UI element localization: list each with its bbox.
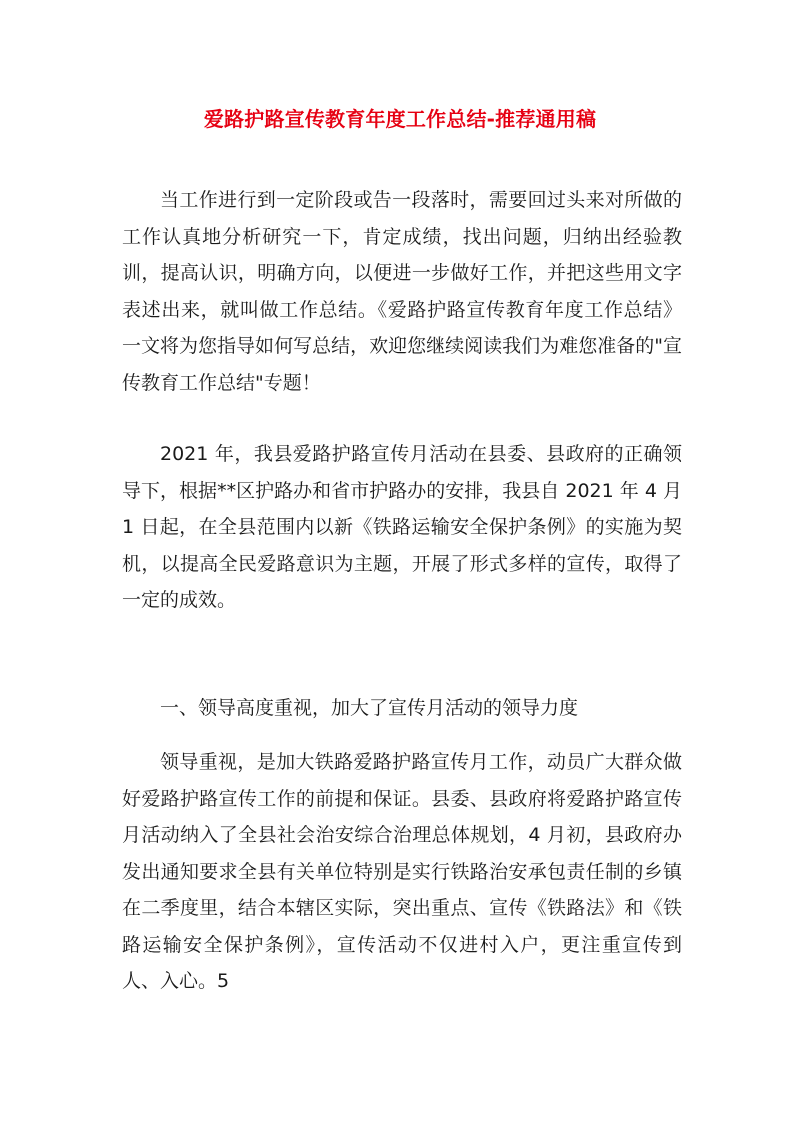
section-heading: 一、领导高度重视，加大了宣传月活动的领导力度 — [160, 697, 579, 719]
section-paragraph: 领导重视，是加大铁路爱路护路宣传月工作，动员广大群众做好爱路护路宣传工作的前提和保证。县委、县政府将爱路护路宣传月活动纳入了全县社会治安综合治理总体规划，4 月初，县政府办发出通知要求全县有关单位特别是实行铁路治安承包责任制的乡镇在二季度里，结合本辖区实际，突出重点、宣传《铁路法》和《铁路运输安全保护条例》，宣传活动不仅进村入户，更注重宣传到人、入心。5 — [122, 751, 682, 992]
summary-paragraph: 2021 年，我县爱路护路宣传月活动在县委、县政府的正确领导下，根据**区护路办和省市护路办的安排，我县自 2021 年 4 月 1 日起，在全县范围内以新《铁路运输安全保护条例》的实施为契机，以提高全民爱路意识为主题，开展了形式多样的宣传，取得了一定的成效。 — [122, 443, 682, 611]
intro-paragraph: 当工作进行到一定阶段或告一段落时，需要回过头来对所做的工作认真地分析研究一下，肯定成绩，找出问题，归纳出经验教训，提高认识，明确方向，以便进一步做好工作，并把这些用文字表述出来，就叫做工作总结。《爱路护路宣传教育年度工作总结》一文将为您指导如何写总结，欢迎您继续阅读我们为难您准备的"宣传教育工作总结"专题！ — [122, 189, 682, 394]
document-title: 爱路护路宣传教育年度工作总结-推荐通用稿 — [203, 107, 597, 131]
